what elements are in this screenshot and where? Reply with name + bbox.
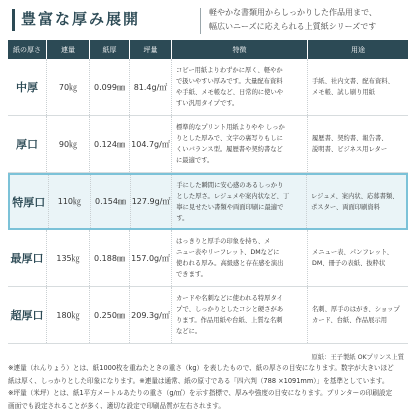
paper-name: 最厚口	[8, 230, 47, 286]
footnote-line: ※連量（れんりょう）とは、紙1000枚を重ねたときの重さ（kg）を表したもので、紙の厚さの目安になります。数字が大きいほど	[8, 364, 394, 372]
paper-thickness: 0.099㎜	[90, 59, 130, 115]
feature-line: ニュー表やリーフレット、DMなどに	[176, 249, 280, 256]
usage-line: 名刺、厚手のはがき、ショップ	[312, 306, 400, 313]
paper-feature	[172, 175, 307, 228]
paper-name: 厚口	[8, 116, 47, 172]
page-title: 豊富な厚み展開	[21, 10, 141, 28]
paper-basis-weight: 104.7g/㎡	[130, 116, 172, 172]
paper-feature	[172, 230, 308, 286]
usage-line: メモ帳、試し刷り用紙	[312, 89, 375, 96]
paper-usage	[308, 116, 408, 172]
usage-line: ポスター、両面印刷資料	[310, 203, 380, 211]
table-header-row	[8, 40, 408, 59]
header-description	[209, 6, 409, 34]
paper-weight: 110㎏	[49, 175, 92, 228]
header-description-line: 幅広いニーズに応えられる上質紙シリーズです	[209, 22, 377, 31]
usage-line: 履歴書、契約書、報告書、	[312, 135, 388, 142]
header-description-line: 軽やかな書類用からしっかりした作品用まで、	[209, 8, 377, 17]
feature-line: ります。作品用紙や台紙、上質な名刺	[176, 317, 283, 324]
paper-name: 超厚口	[8, 287, 47, 343]
feature-line: すい汎用タイプです。	[176, 100, 239, 107]
feature-line: に最適です。	[176, 157, 214, 164]
paper-basis-weight: 157.0g/㎡	[130, 230, 172, 286]
header-accent-bar	[12, 9, 15, 31]
paper-usage	[307, 175, 406, 228]
paper-usage	[308, 59, 408, 115]
feature-line: コピー用紙よりわずかに厚く、軽やか	[176, 67, 283, 74]
usage-line: レジュメ、案内状、応募書類、	[310, 192, 399, 200]
col-header-thickness-name: 紙の厚さ	[8, 40, 47, 59]
paper-basis-weight: 209.3g/㎡	[130, 287, 172, 343]
table-row-highlighted	[8, 173, 408, 230]
paper-thickness: 0.124㎜	[90, 116, 130, 172]
feature-line: カードや名刺などに使われる特厚タイ	[176, 295, 283, 302]
feature-line: できます。	[176, 271, 207, 278]
feature-line: などに。	[176, 328, 202, 335]
usage-line: 説明書、ビジネス用レター	[312, 146, 388, 153]
usage-line: メニュー表、パンフレット、	[312, 249, 393, 256]
paper-feature	[172, 116, 308, 172]
paper-weight: 90㎏	[47, 116, 90, 172]
footnotes	[8, 362, 410, 412]
col-header-usage: 用途	[351, 45, 365, 54]
footnote-line: 画面でも設定されることが多く、適切な設定で印刷品質が左右されます。	[8, 401, 225, 410]
usage-line: DM、冊子の表紙、抜粋状	[312, 260, 386, 267]
feature-line: 寧に見せたい書類や両面印刷に最適で	[176, 203, 284, 211]
feature-line: りとした厚みで、文字の裏写りもしに	[176, 135, 283, 142]
feature-line: す。	[176, 214, 189, 222]
feature-line: 標準的なプリント用紙よりやや しっか	[176, 124, 285, 131]
feature-line: や手紙、メモ帳など、日常的に使いや	[176, 89, 284, 96]
paper-feature	[172, 59, 308, 115]
paper-weight: 135㎏	[47, 230, 90, 286]
feature-line: はっきりと厚手の印象を持ち、メ	[176, 238, 271, 245]
paper-weight: 180㎏	[47, 287, 90, 343]
paper-usage	[308, 287, 408, 343]
usage-line: カード、台紙、作品展示用	[312, 317, 387, 324]
feature-line: とした厚さ。レジュメや案内状など、丁	[176, 192, 290, 200]
paper-name: 中厚	[8, 59, 47, 115]
paper-thickness: 0.250㎜	[90, 287, 130, 343]
table-row	[8, 230, 408, 287]
paper-weight: 70㎏	[47, 59, 90, 115]
usage-line: 手紙、社内文書、配布資料、	[312, 78, 394, 85]
paper-basis-weight: 81.4g/㎡	[130, 59, 172, 115]
table-row	[8, 287, 408, 344]
col-header-thickness: 紙厚	[90, 40, 130, 59]
paper-name: 特厚口	[10, 175, 49, 228]
paper-basis-weight: 127.9g/㎡	[131, 175, 173, 228]
feature-line: 手にした瞬間に安心感のあるしっかり	[176, 181, 284, 189]
feature-line: くいバランス型。履歴書や契約書など	[176, 146, 283, 153]
feature-line: 使われる厚み。高級感と存在感を演出	[176, 260, 284, 267]
col-header-basis-weight: 坪量	[130, 40, 172, 59]
paper-thickness-table	[8, 40, 408, 344]
col-header-weight: 連量	[47, 40, 90, 59]
feature-line: プで、しっかりとしたコシと硬さがあ	[176, 306, 284, 313]
feature-line: で扱いやすい厚みです。大量配布資料	[176, 78, 283, 85]
table-row	[8, 116, 408, 173]
col-header-feature: 特徴	[172, 40, 308, 59]
footnote-line: 紙は厚く、しっかりとした印象になります。※連量は通常、紙の原寸である「四六判（788 ×1091mm）」を基準としています。	[8, 376, 389, 385]
table-row	[8, 59, 408, 116]
source-note: 原紙：王子製紙 OKプリンス上質	[311, 354, 404, 361]
paper-thickness: 0.188㎜	[90, 230, 130, 286]
paper-feature	[172, 287, 308, 343]
paper-usage	[308, 230, 408, 286]
page-header	[0, 0, 416, 40]
paper-thickness: 0.154㎜	[91, 175, 131, 228]
footnote-line: ※坪量（米坪）とは、紙1平方メートルあたりの重さ（g/㎡）を示す指標で、厚みや強度の目安になります。プリンターの印刷設定	[8, 389, 393, 397]
header-divider	[200, 8, 201, 34]
